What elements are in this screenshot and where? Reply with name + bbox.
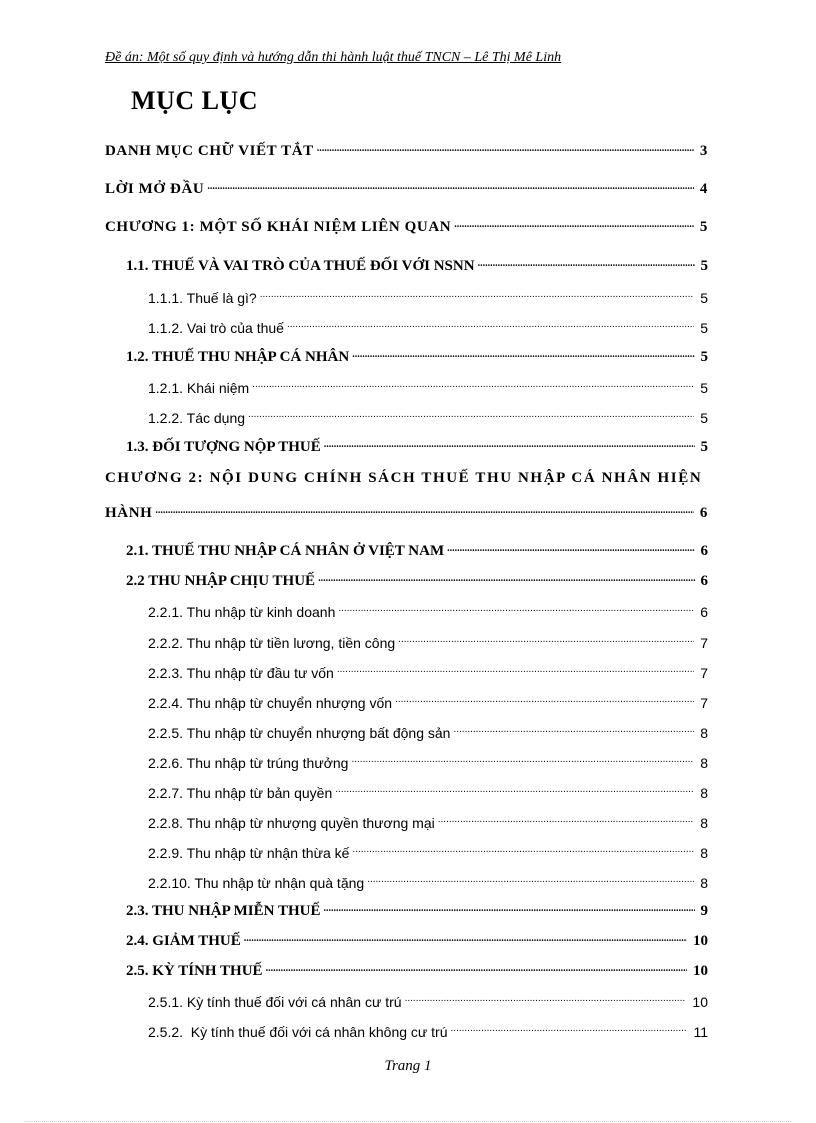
toc-entry[interactable] <box>148 749 708 771</box>
toc-entry[interactable] <box>148 629 708 651</box>
toc-entry-label: 1.2.2. Tác dụng <box>148 410 246 426</box>
toc-entry-label: 1.2.1. Khái niệm <box>148 380 250 396</box>
page-title: MỤC LỤC <box>131 86 258 115</box>
toc-entry-label: HÀNH <box>105 505 153 521</box>
toc-entry[interactable] <box>126 434 708 456</box>
toc-entry-label: 2.2.4. Thu nhập từ chuyển nhượng vốn <box>148 695 393 711</box>
toc-entry-page: 8 <box>700 845 708 861</box>
toc-entry-page: 8 <box>700 875 708 891</box>
toc-entry[interactable] <box>148 598 708 620</box>
toc-entry-page: 8 <box>700 755 708 771</box>
toc-entry[interactable] <box>126 928 708 950</box>
toc-entry-label-wrapped: CHƯƠNG 2: NỘI DUNG CHÍNH SÁCH THUẾ THU NHẬP CÁ NHÂN HIỆN <box>105 470 703 486</box>
toc-entry-page: 8 <box>700 785 708 801</box>
toc-entry-label: 2.2.9. Thu nhập từ nhận thừa kế <box>148 845 350 861</box>
toc-entry-page: 5 <box>700 439 708 455</box>
toc-entry-label: 1.1.2. Vai trò của thuế <box>148 320 284 336</box>
toc-leader-dots <box>447 542 694 556</box>
toc-entry-label-line1 <box>105 470 744 487</box>
toc-leader-dots <box>438 813 694 827</box>
toc-leader-dots <box>453 723 694 737</box>
toc-entry[interactable] <box>126 898 708 920</box>
toc-leader-dots <box>405 992 687 1006</box>
toc-leader-dots <box>317 142 694 156</box>
toc-leader-dots <box>352 348 694 362</box>
toc-entry-label: 2.5. KỲ TÍNH THUẾ <box>126 963 263 979</box>
toc-entry-page: 3 <box>699 143 708 159</box>
toc-leader-dots <box>244 932 687 946</box>
toc-entry-label: 2.2.5. Thu nhập từ chuyển nhượng bất động sản <box>148 725 451 741</box>
toc-leader-dots <box>287 318 694 332</box>
toc-entry-page: 6 <box>700 604 708 620</box>
toc-leader-dots <box>323 902 694 916</box>
toc-entry[interactable] <box>126 344 708 366</box>
toc-entry-page: 5 <box>700 290 708 306</box>
toc-entry-label: 2.2 THU NHẬP CHỊU THUẾ <box>126 573 316 589</box>
toc-entry-page: 4 <box>699 181 708 197</box>
toc-leader-dots <box>454 218 694 232</box>
toc-entry[interactable] <box>148 314 708 336</box>
toc-entry-label: LỜI MỞ ĐẦU <box>105 181 205 197</box>
toc-entry[interactable] <box>148 809 708 831</box>
toc-entry-page: 7 <box>700 695 708 711</box>
toc-entry[interactable] <box>105 176 708 198</box>
toc-entry[interactable] <box>148 404 708 426</box>
toc-entry[interactable] <box>148 988 708 1010</box>
toc-entry-label: 2.1. THUẾ THU NHẬP CÁ NHÂN Ở VIỆT NAM <box>126 543 445 559</box>
toc-entry-page: 10 <box>693 963 708 979</box>
toc-entry-label: 2.4. GIẢM THUẾ <box>126 933 241 949</box>
toc-entry-label: CHƯƠNG 1: MỘT SỐ KHÁI NIỆM LIÊN QUAN <box>105 219 452 235</box>
toc-entry-label: 2.3. THU NHẬP MIỄN THUẾ <box>126 903 321 919</box>
toc-leader-dots <box>155 504 693 518</box>
toc-entry[interactable] <box>148 869 708 891</box>
toc-leader-dots <box>248 408 694 422</box>
toc-entry-label: 1.3. ĐỐI TƯỢNG NỘP THUẾ <box>126 439 321 455</box>
toc-entry[interactable] <box>126 538 708 560</box>
toc-entry[interactable] <box>105 500 708 522</box>
toc-entry-label: 2.5.1. Kỳ tính thuế đối với cá nhân cư trú <box>148 994 402 1010</box>
toc-entry-page: 11 <box>693 1024 708 1040</box>
page-bottom-divider <box>25 1121 791 1122</box>
toc-entry-label: 2.2.1. Thu nhập từ kinh doanh <box>148 604 336 620</box>
toc-entry[interactable] <box>105 138 708 160</box>
toc-leader-dots <box>451 1022 688 1036</box>
toc-leader-dots <box>207 180 694 194</box>
toc-entry-page: 6 <box>700 543 708 559</box>
toc-entry-page: 7 <box>700 635 708 651</box>
toc-entry[interactable] <box>126 253 708 275</box>
toc-entry[interactable] <box>148 719 708 741</box>
toc-entry-page: 5 <box>699 219 708 235</box>
toc-entry[interactable] <box>105 214 708 236</box>
toc-leader-dots <box>338 602 694 616</box>
toc-entry[interactable] <box>148 659 708 681</box>
toc-entry[interactable] <box>148 689 708 711</box>
toc-entry-page: 10 <box>693 933 708 949</box>
toc-entry-page: 9 <box>700 903 708 919</box>
toc-leader-dots <box>352 843 694 857</box>
toc-entry-page: 6 <box>699 505 708 521</box>
toc-entry-page: 8 <box>700 725 708 741</box>
toc-entry[interactable] <box>126 958 708 980</box>
toc-entry[interactable] <box>148 779 708 801</box>
toc-entry-page: 5 <box>700 410 708 426</box>
toc-leader-dots <box>260 288 694 302</box>
toc-entry-label: 2.5.2. Kỳ tính thuế đối với cá nhân không cư trú <box>148 1024 448 1040</box>
toc-leader-dots <box>395 693 694 707</box>
toc-entry-label: DANH MỤC CHỮ VIẾT TẮT <box>105 143 314 159</box>
toc-entry-page: 10 <box>692 994 708 1010</box>
toc-entry-page: 5 <box>700 258 708 274</box>
toc-entry-page: 8 <box>700 815 708 831</box>
running-header: Đề án: Một số quy định và hướng dẫn thi hành luật thuế TNCN – Lê Thị Mê Linh <box>105 50 562 65</box>
toc-leader-dots <box>337 663 694 677</box>
toc-leader-dots <box>318 572 694 586</box>
toc-leader-dots <box>252 378 694 392</box>
toc-entry-label: 2.2.3. Thu nhập từ đầu tư vốn <box>148 665 334 681</box>
toc-entry-label: 2.2.2. Thu nhập từ tiền lương, tiền công <box>148 635 396 651</box>
toc-entry-label: 2.2.8. Thu nhập từ nhượng quyền thương mại <box>148 815 435 831</box>
toc-entry[interactable] <box>148 1018 708 1040</box>
toc-entry[interactable] <box>148 284 708 306</box>
toc-entry-label: 1.1. THUẾ VÀ VAI TRÒ CỦA THUẾ ĐỐI VỚI NSNN <box>126 258 475 274</box>
toc-entry-page: 5 <box>700 349 708 365</box>
toc-leader-dots <box>351 753 694 767</box>
toc-entry-label: 2.2.10. Thu nhập từ nhận quà tặng <box>148 875 365 891</box>
toc-entry-page: 6 <box>700 573 708 589</box>
toc-entry[interactable] <box>148 839 708 861</box>
toc-entry-label: 1.1.1. Thuế là gì? <box>148 290 257 306</box>
toc-leader-dots <box>335 783 694 797</box>
toc-entry-page: 5 <box>700 320 708 336</box>
toc-leader-dots <box>266 962 687 976</box>
toc-entry-label: 2.2.7. Thu nhập từ bản quyền <box>148 785 333 801</box>
page-footer: Trang 1 <box>384 1058 432 1074</box>
toc-leader-dots <box>398 633 694 647</box>
toc-entry-page: 7 <box>700 665 708 681</box>
toc-leader-dots <box>478 257 695 271</box>
toc-entry[interactable] <box>148 374 708 396</box>
toc-entry[interactable] <box>126 568 708 590</box>
toc-entry-page: 5 <box>700 380 708 396</box>
toc-entry-label: 2.2.6. Thu nhập từ trúng thưởng <box>148 755 349 771</box>
toc-leader-dots <box>367 873 694 887</box>
toc-entry-label: 1.2. THUẾ THU NHẬP CÁ NHÂN <box>126 349 350 365</box>
toc-leader-dots <box>324 438 695 452</box>
